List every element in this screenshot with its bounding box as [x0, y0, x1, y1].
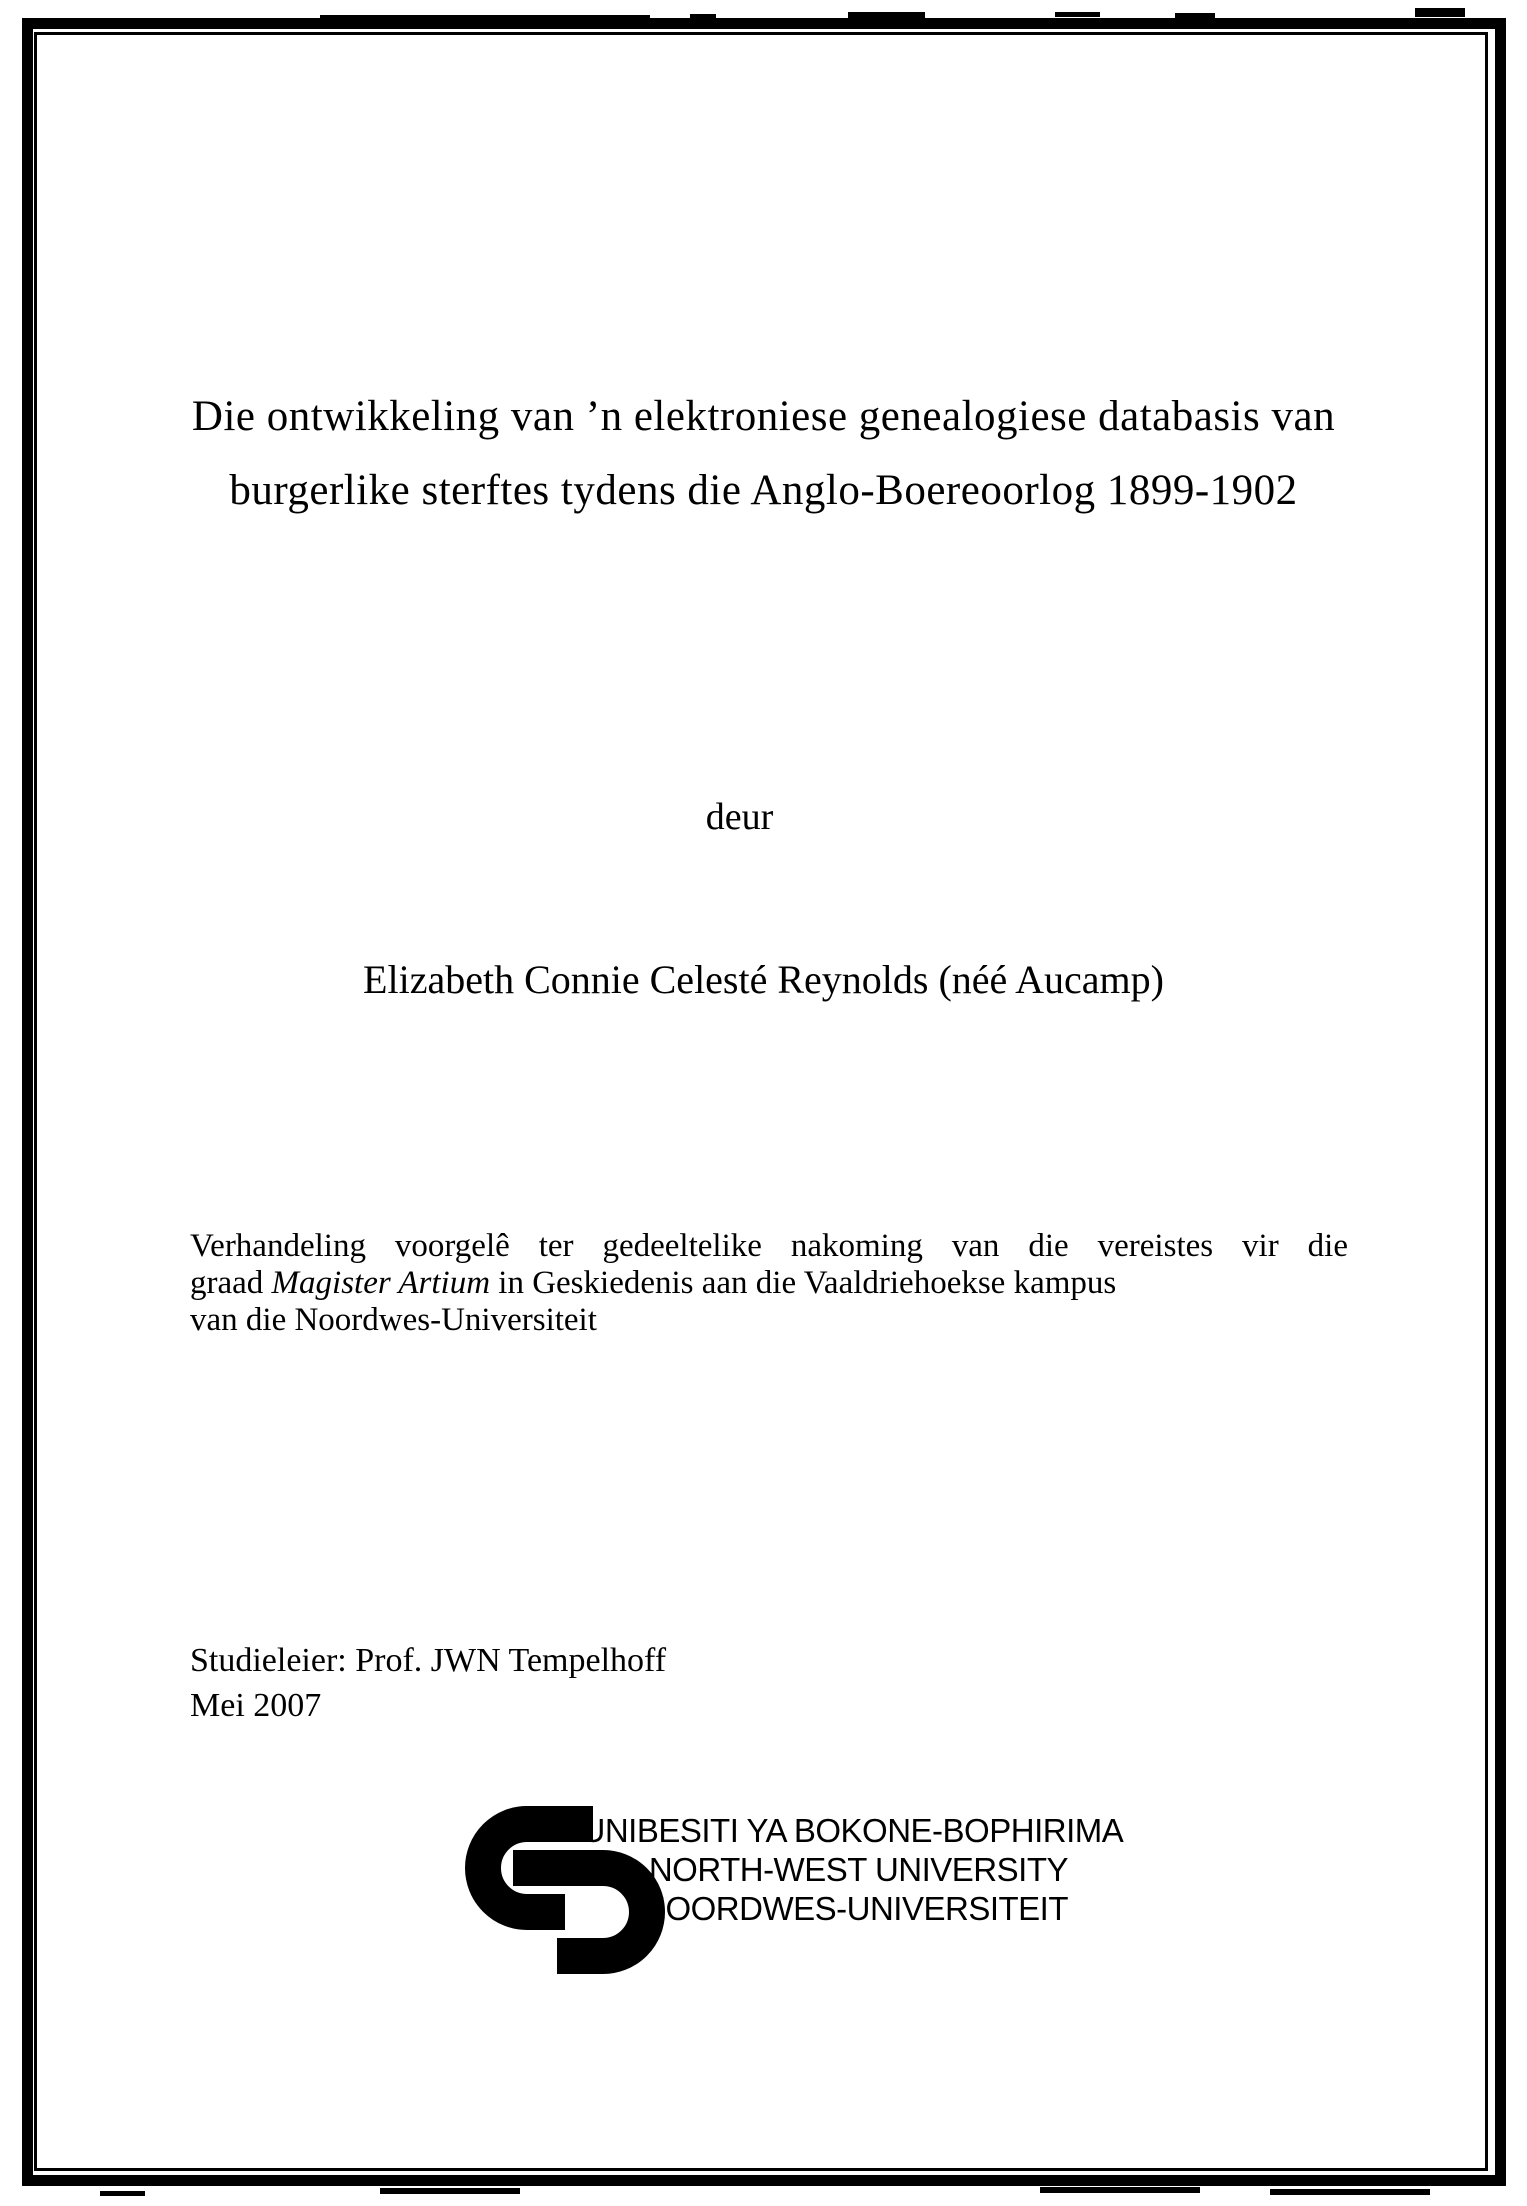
supervisor-block: [190, 1638, 666, 1728]
degree-statement-line2-suffix: in Geskiedenis aan die Vaaldriehoekse kampus: [490, 1265, 1117, 1301]
thesis-title-line2: burgerlike sterftes tydens die Anglo-Boereoorlog 1899-1902: [229, 467, 1298, 514]
thesis-title: [90, 380, 1437, 528]
scan-artifact: [1415, 8, 1465, 17]
university-name-afrikaans: NOORDWES-UNIVERSITEIT: [642, 1890, 1068, 1927]
byline-deur: deur: [705, 796, 774, 838]
university-name-setswana: YUNIBESITI YA BOKONE-BOPHIRIMA: [560, 1812, 1124, 1849]
supervisor-line: Studieleier: Prof. JWN Tempelhoff: [190, 1642, 667, 1679]
scan-artifact: [1055, 12, 1100, 17]
author-name: Elizabeth Connie Celesté Reynolds (néé Aucamp): [363, 957, 1164, 1002]
thesis-title-line1: Die ontwikkeling van ’n elektroniese genealogiese databasis van: [191, 393, 1336, 440]
university-logo-text: [560, 1811, 1124, 1928]
degree-statement-line3: van die Noordwes-Universiteit: [190, 1302, 597, 1338]
degree-statement-line2-prefix: graad: [190, 1265, 272, 1301]
scan-artifact: [1040, 2187, 1200, 2193]
degree-statement-line2: [190, 1265, 1348, 1302]
scan-artifact: [380, 2188, 520, 2194]
date-line: Mei 2007: [190, 1687, 322, 1724]
university-name-english: NORTH-WEST UNIVERSITY: [648, 1851, 1068, 1888]
scan-artifact: [1270, 2189, 1430, 2195]
degree-statement: [190, 1228, 1348, 1339]
scan-artifact: [100, 2191, 145, 2196]
degree-name-latin: Magister Artium: [271, 1265, 491, 1301]
degree-statement-line1: Verhandeling voorgelê ter gedeeltelike nakoming van die vereistes vir die: [190, 1228, 1348, 1264]
